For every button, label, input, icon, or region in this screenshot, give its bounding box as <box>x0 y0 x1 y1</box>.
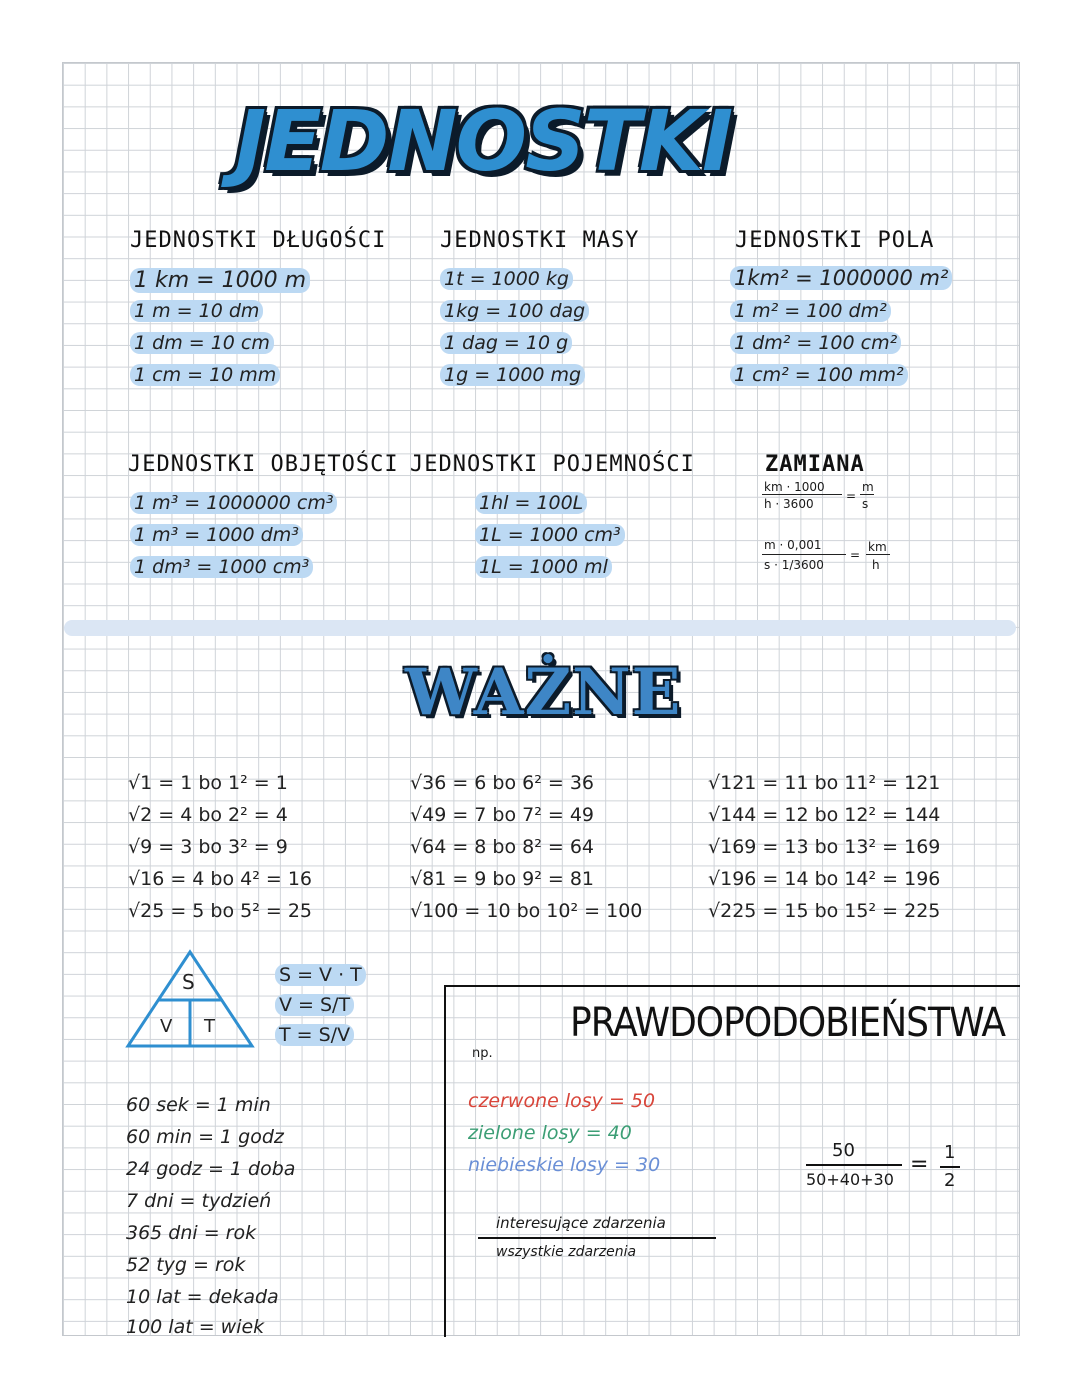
result-denominator: 2 <box>944 1170 956 1191</box>
sqrt-row: √169 = 13 bo 13² = 169 <box>708 836 941 858</box>
zamiana-km-h-bottom-2: h <box>872 558 880 572</box>
zamiana-km-h-bottom: h · 3600 <box>764 497 814 511</box>
fraction-bar <box>806 1164 902 1166</box>
sqrt-row: √196 = 14 bo 14² = 196 <box>708 868 941 890</box>
svt-triangle-diagram <box>124 948 256 1050</box>
pola-row: 1km² = 1000000 m² <box>730 266 952 290</box>
section-divider <box>64 620 1016 636</box>
sqrt-row: √1 = 1 bo 1² = 1 <box>128 772 288 794</box>
fraction-bar <box>762 494 842 495</box>
time-row: 365 dni = rok <box>126 1222 257 1244</box>
pola-row: 1 cm² = 100 mm² <box>730 364 908 386</box>
zamiana-m-s-top: m <box>862 480 874 494</box>
time-row: 10 lat = dekada <box>126 1286 279 1308</box>
equals-sign: = <box>846 489 857 503</box>
triangle-t: T <box>204 1016 215 1037</box>
dlugosci-row: 1 cm = 10 mm <box>130 364 280 386</box>
sqrt-row: √49 = 7 bo 7² = 49 <box>410 804 595 826</box>
fraction-bar <box>860 494 874 495</box>
dlugosci-row: 1 km = 1000 m <box>130 268 310 293</box>
sqrt-row: √16 = 4 bo 4² = 16 <box>128 868 313 890</box>
masy-row: 1t = 1000 kg <box>440 268 573 290</box>
heading-objetosci: JEDNOSTKI OBJĘTOŚCI <box>128 452 399 477</box>
probability-heading: PRAWDOPODOBIEŃSTWA <box>570 1000 1005 1046</box>
fraction-bar <box>940 1166 960 1168</box>
page-title: JEDNOSTKI <box>235 92 732 190</box>
dlugosci-row: 1 dm = 10 cm <box>130 332 274 354</box>
sqrt-row: √81 = 9 bo 9² = 81 <box>410 868 595 890</box>
sqrt-row: √100 = 10 bo 10² = 100 <box>410 900 643 922</box>
fraction-bar <box>866 554 890 555</box>
sqrt-row: √36 = 6 bo 6² = 36 <box>410 772 595 794</box>
fraction-denominator: wszystkie zdarzenia <box>496 1244 637 1260</box>
objetosci-row: 1 dm³ = 1000 cm³ <box>130 556 313 578</box>
sqrt-row: √9 = 3 bo 3² = 9 <box>128 836 288 858</box>
pola-row: 1 m² = 100 dm² <box>730 300 891 322</box>
heading-masy: JEDNOSTKI MASY <box>440 228 640 253</box>
result-numerator: 1 <box>944 1142 956 1163</box>
heading-pojemnosci: JEDNOSTKI POJEMNOŚCI <box>410 452 695 477</box>
time-row: 52 tyg = rok <box>126 1254 246 1276</box>
time-row: 60 sek = 1 min <box>126 1094 271 1116</box>
time-row: 100 lat = wiek <box>126 1316 265 1338</box>
fraction-bar <box>478 1237 716 1239</box>
triangle-v: V <box>160 1016 173 1037</box>
time-row: 24 godz = 1 doba <box>126 1158 296 1180</box>
wazne-heading: WAŻNE <box>405 655 682 730</box>
masy-row: 1kg = 100 dag <box>440 300 589 322</box>
heading-dlugosci: JEDNOSTKI DŁUGOŚCI <box>130 228 387 253</box>
zamiana-m-s-bottom-2: s · 1/3600 <box>764 558 824 572</box>
zamiana-km-h-top: km · 1000 <box>764 480 825 494</box>
sqrt-row: √64 = 8 bo 8² = 64 <box>410 836 595 858</box>
np-label: np. <box>472 1046 493 1061</box>
heading-zamiana: ZAMIANA <box>765 452 865 477</box>
green-lots: zielone losy = 40 <box>468 1122 632 1144</box>
objetosci-row: 1 m³ = 1000000 cm³ <box>130 492 337 514</box>
sqrt-row: √25 = 5 bo 5² = 25 <box>128 900 313 922</box>
formula: V = S/T <box>275 994 354 1016</box>
pojemnosci-row: 1L = 1000 cm³ <box>475 524 625 546</box>
pola-row: 1 dm² = 100 cm² <box>730 332 901 354</box>
dlugosci-row: 1 m = 10 dm <box>130 300 263 322</box>
pojemnosci-row: 1hl = 100L <box>475 492 587 514</box>
zamiana-km-h-top-2: km <box>868 540 887 554</box>
objetosci-row: 1 m³ = 1000 dm³ <box>130 524 303 546</box>
sqrt-row: √121 = 11 bo 11² = 121 <box>708 772 941 794</box>
fraction-bar <box>762 554 846 555</box>
example-denominator: 50+40+30 <box>806 1170 894 1189</box>
sqrt-row: √144 = 12 bo 12² = 144 <box>708 804 941 826</box>
pojemnosci-row: 1L = 1000 ml <box>475 556 612 578</box>
red-lots: czerwone losy = 50 <box>468 1090 656 1112</box>
zamiana-m-s-top-2: m · 0,001 <box>764 538 822 552</box>
fraction-numerator: interesujące zdarzenia <box>496 1214 666 1232</box>
blue-lots: niebieskie losy = 30 <box>468 1154 661 1176</box>
equals-sign: = <box>910 1152 929 1177</box>
formula: T = S/V <box>275 1024 354 1046</box>
equals-sign: = <box>850 548 861 562</box>
triangle-s: S <box>182 970 195 994</box>
time-row: 60 min = 1 godz <box>126 1126 284 1148</box>
formula: S = V · T <box>275 964 366 986</box>
heading-pola: JEDNOSTKI POLA <box>735 228 935 253</box>
sqrt-row: √225 = 15 bo 15² = 225 <box>708 900 941 922</box>
masy-row: 1g = 1000 mg <box>440 364 585 386</box>
example-numerator: 50 <box>832 1140 855 1161</box>
masy-row: 1 dag = 10 g <box>440 332 572 354</box>
zamiana-m-s-bottom: s <box>862 497 869 511</box>
time-row: 7 dni = tydzień <box>126 1190 272 1212</box>
sqrt-row: √2 = 4 bo 2² = 4 <box>128 804 288 826</box>
